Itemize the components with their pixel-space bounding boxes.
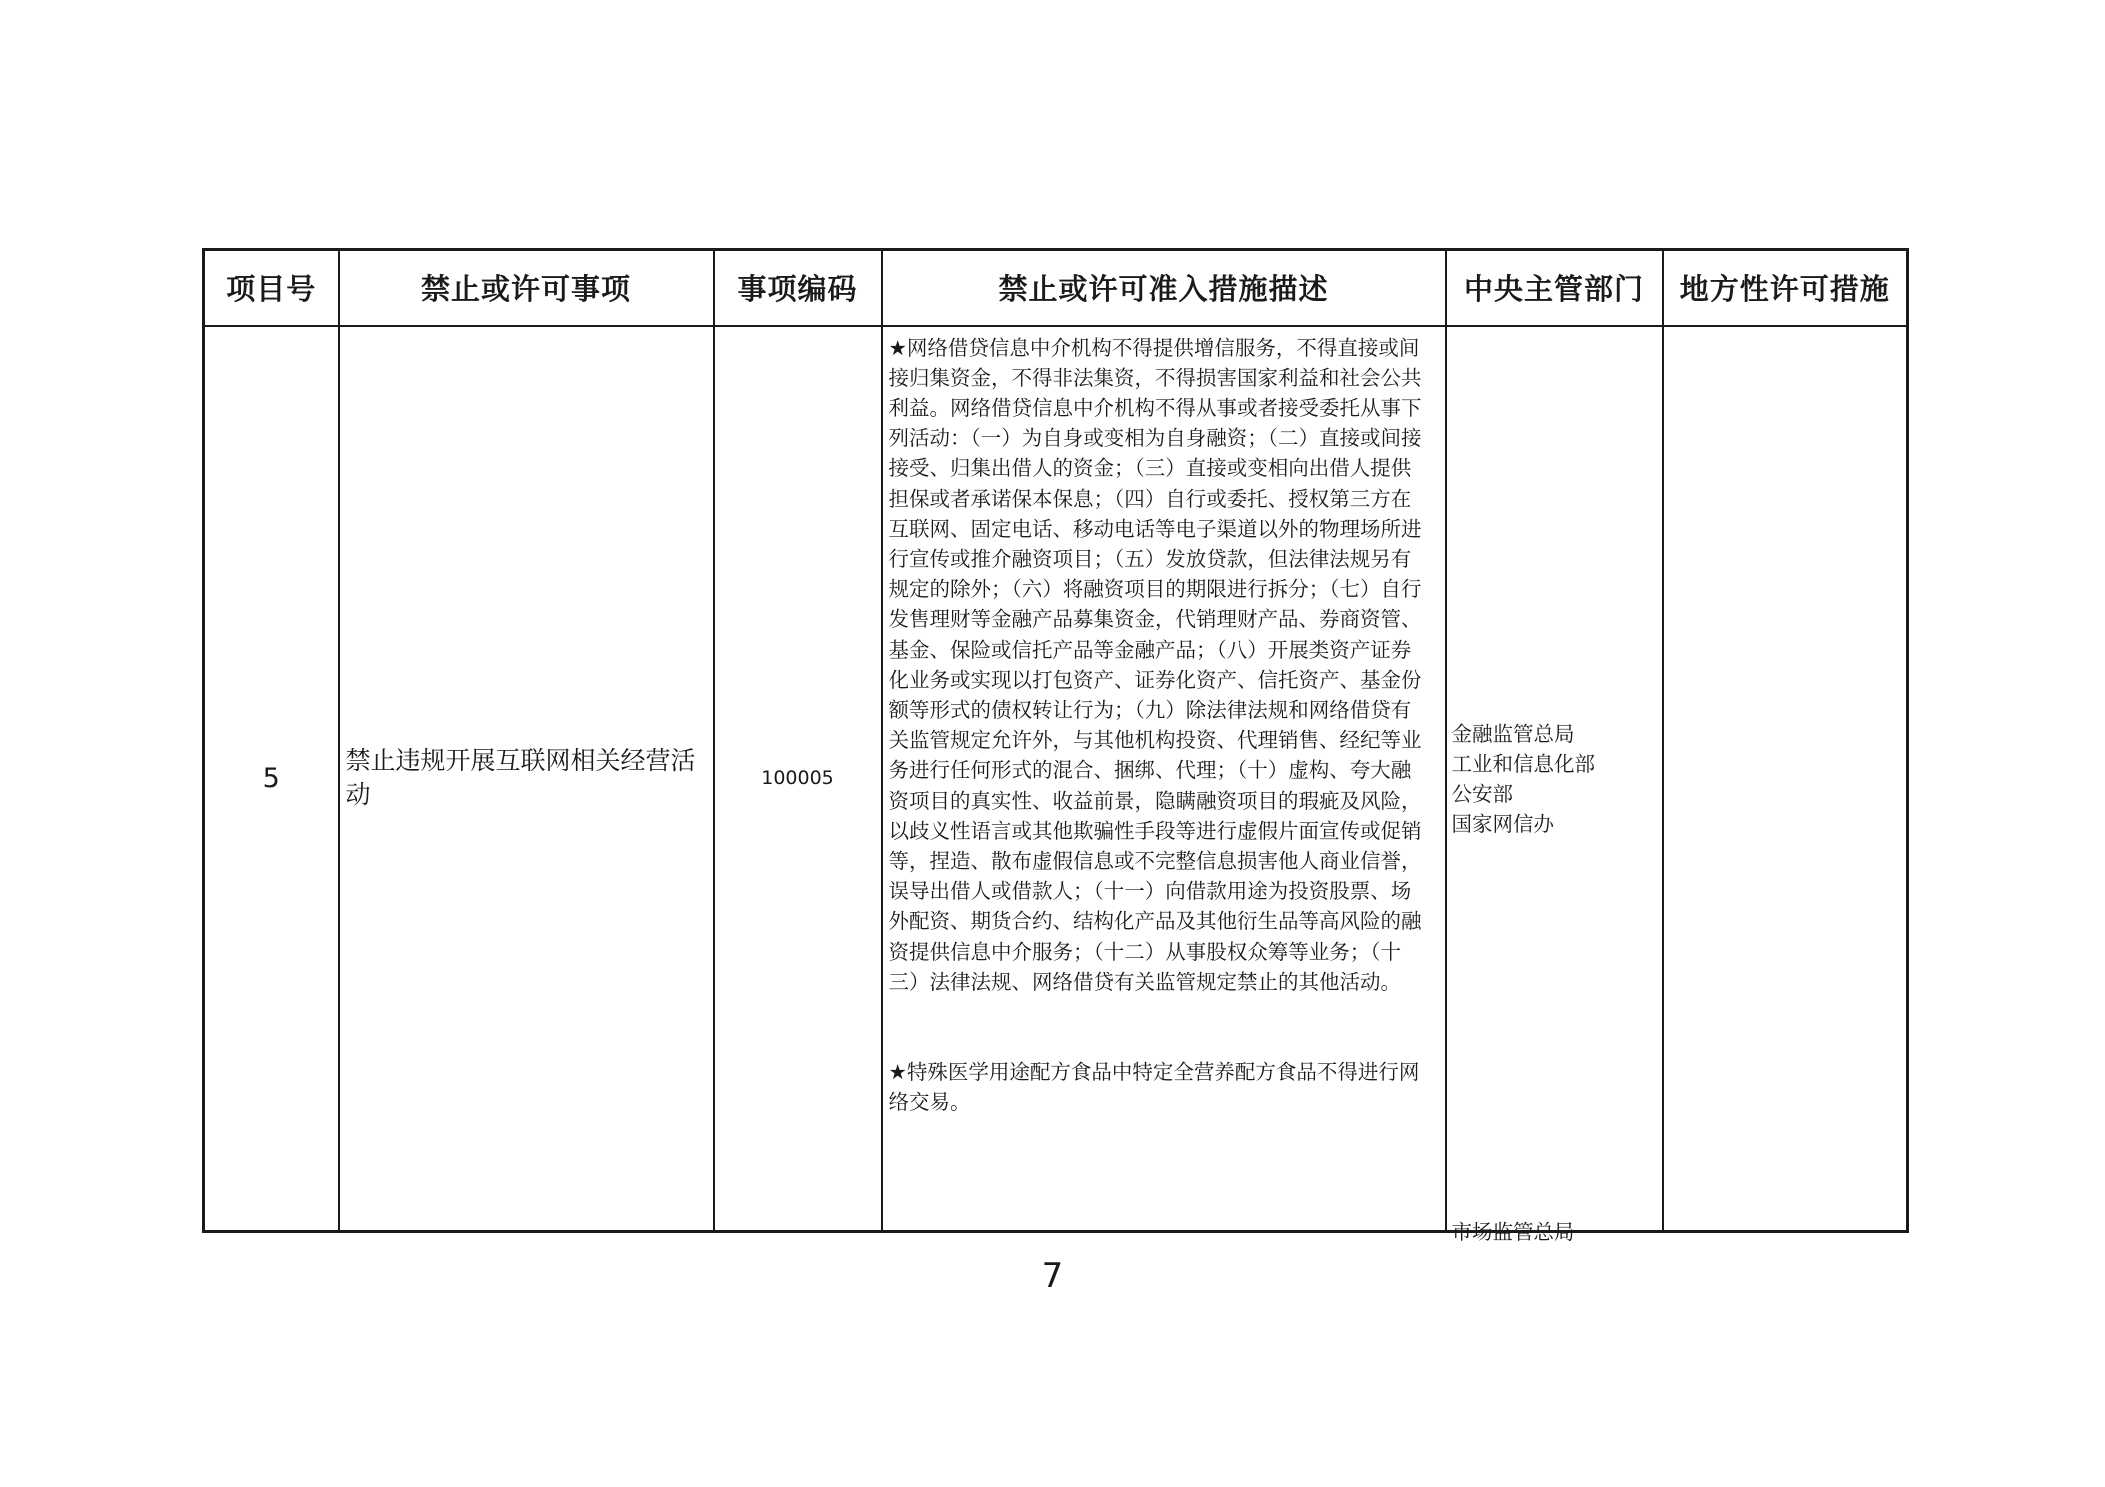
department-name: 工业和信息化部 — [1451, 751, 1595, 776]
description-text-1: ★网络借贷信息中介机构不得提供增信服务，不得直接或间接归集资金，不得非法集资，不得损害国家利益和社会公共利益。网络借贷信息中介机构不得从事或者接受委托从事下列活动：（一）为自身或变相为自身融资；（二）直接或间接接受、归集出借人的资金；（三）直接或变相向出借人提供担保或者承诺保本保息；（四）自行或委托、授权第三方在互联网、固定电话、移动电话等电子渠道以外的物理场所进行宣传或推介融资项目；（五）发放贷款，但法律法规另有规定的除外；（六）将融资项目的期限进行拆分；（七）自行发售理财等金融产品募集资金，代销理财产品、券商资管、基金、保险或信托产品等金融产品；（八）开展类资产证券化业务或实现以打包资产、证券化资产、信托资产、基金份额等形式的债权转让行为；（九）除法律法规和网络借贷有关监管规定允许外，与其他机构投资、代理销售、经纪等业务进行任何形式的混合、捆绑、代理；（十）虚构、夸大融资项目的真实性、收益前景，隐瞒融资项目的瑕疵及风险，以歧义性语言或其他欺骗性手段等进行虚假片面宣传或促销等，捏造、散布虚假信息或不完整信息损害他人商业信誉，误导出借人或借款人；（十一）向借款用途为投资股票、场外配资、期货合约、结构化产品及其他衍生品等高风险的融资提供信息中介服务；（十二）从事股权众筹等业务；（十三）法律法规、网络借贷有关监管规定禁止的其他活动。 — [888, 335, 1422, 994]
item-number-cell: 5 — [204, 326, 339, 1232]
local-measures-cell — [1663, 326, 1908, 1232]
description-text-2: ★特殊医学用途配方食品中特定全营养配方食品不得进行网络交易。 — [888, 1059, 1420, 1115]
header-local-measures: 地方性许可措施 — [1663, 250, 1908, 326]
header-central-department: 中央主管部门 — [1446, 250, 1663, 326]
department-cell — [1446, 326, 1663, 1244]
department-group-1 — [1452, 719, 1596, 839]
table-row — [204, 326, 1908, 1232]
department-group-2 — [1452, 1217, 1575, 1247]
page-number: 7 — [1041, 1256, 1064, 1296]
header-item-code: 事项编码 — [714, 250, 882, 326]
table-header-row — [204, 250, 1908, 326]
department-name: 市场监管总局 — [1451, 1219, 1575, 1244]
department-name: 国家网信办 — [1451, 811, 1554, 836]
header-item-no: 项目号 — [204, 250, 339, 326]
header-measure-description: 禁止或许可准入措施描述 — [882, 250, 1446, 326]
header-item-name: 禁止或许可事项 — [339, 250, 714, 326]
item-code-cell: 100005 — [714, 326, 882, 1232]
description-cell — [882, 326, 1446, 1232]
item-name-cell: 禁止违规开展互联网相关经营活动 — [339, 326, 714, 1232]
department-name: 公安部 — [1451, 781, 1513, 806]
department-name: 金融监管总局 — [1451, 721, 1575, 746]
market-access-table — [202, 248, 1909, 1244]
